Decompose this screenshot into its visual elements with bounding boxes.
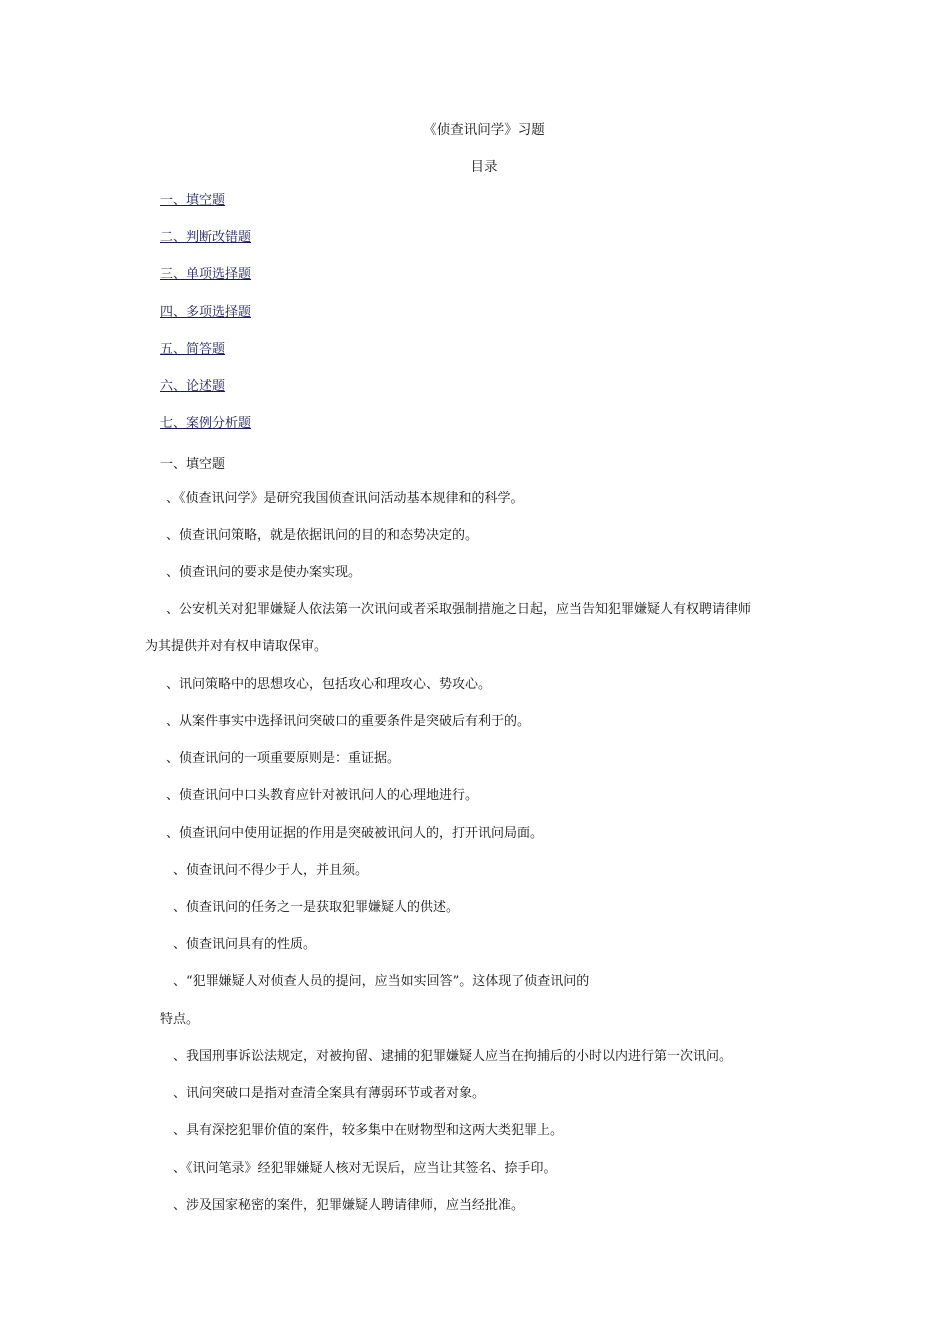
question-4: 、公安机关对犯罪嫌疑人依法第一次讯问或者采取强制措施之日起，应当告知犯罪嫌疑人有权聘请律师 (166, 602, 752, 617)
question-18: 、涉及国家秘密的案件，犯罪嫌疑人聘请律师，应当经批准。 (173, 1198, 525, 1213)
document-title: 《侦查讯问学》习题 (423, 122, 545, 138)
toc-link-essay[interactable]: 六、论述题 (160, 378, 226, 394)
toc-link-short-answer[interactable]: 五、简答题 (160, 341, 226, 357)
question-12: 、侦查讯问具有的性质。 (173, 937, 317, 952)
question-13-continued: 特点。 (160, 1012, 200, 1027)
toc-link-single-choice[interactable]: 三、单项选择题 (160, 267, 252, 283)
question-11: 、侦查讯问的任务之一是获取犯罪嫌疑人的供述。 (173, 900, 460, 915)
toc-item (160, 378, 251, 415)
question-9: 、侦查讯问中使用证据的作用是突破被讯问人的，打开讯问局面。 (166, 826, 544, 841)
toc-item (160, 341, 251, 378)
toc-link-true-false[interactable]: 二、判断改错题 (160, 230, 252, 246)
toc-link-multiple-choice[interactable]: 四、多项选择题 (160, 304, 252, 320)
question-15: 、讯问突破口是指对查清全案具有薄弱环节或者对象。 (173, 1086, 486, 1101)
toc-link-fill-in-blank[interactable]: 一、填空题 (160, 193, 226, 208)
question-5: 、讯问策略中的思想攻心，包括攻心和理攻心、势攻心。 (166, 677, 492, 692)
question-8: 、侦查讯问中口头教育应针对被讯问人的心理地进行。 (166, 788, 479, 803)
question-4-continued: 为其提供并对有权申请取保审。 (145, 639, 328, 654)
toc-item (160, 229, 251, 266)
toc-heading: 目录 (470, 159, 498, 175)
table-of-contents (160, 192, 251, 452)
question-1: 、《侦查讯问学》是研究我国侦查讯问活动基本规律和的科学。 (166, 491, 524, 506)
toc-item (160, 192, 251, 229)
toc-item (160, 304, 251, 341)
question-2: 、侦查讯问策略，就是依据讯问的目的和态势决定的。 (166, 528, 479, 543)
question-17: 、《讯问笔录》经犯罪嫌疑人核对无误后，应当让其签名、捺手印。 (173, 1161, 557, 1176)
question-16: 、具有深挖犯罪价值的案件，较多集中在财物型和这两大类犯罪上。 (173, 1123, 564, 1138)
toc-item (160, 266, 251, 303)
toc-link-case-analysis[interactable]: 七、案例分析题 (160, 416, 252, 432)
question-6: 、从案件事实中选择讯问突破口的重要条件是突破后有利于的。 (166, 714, 531, 729)
question-13: 、“犯罪嫌疑人对侦查人员的提问，应当如实回答”。这体现了侦查讯问的 (173, 974, 590, 989)
toc-item (160, 415, 251, 452)
question-3: 、侦查讯问的要求是使办案实现。 (166, 565, 362, 580)
section-heading: 一、填空题 (160, 457, 226, 472)
question-10: 、侦查讯问不得少于人，并且须。 (173, 863, 369, 878)
question-7: 、侦查讯问的一项重要原则是：重证据。 (166, 751, 401, 766)
question-14: 、我国刑事诉讼法规定，对被拘留、逮捕的犯罪嫌疑人应当在拘捕后的小时以内进行第一次讯问。 (173, 1049, 733, 1064)
